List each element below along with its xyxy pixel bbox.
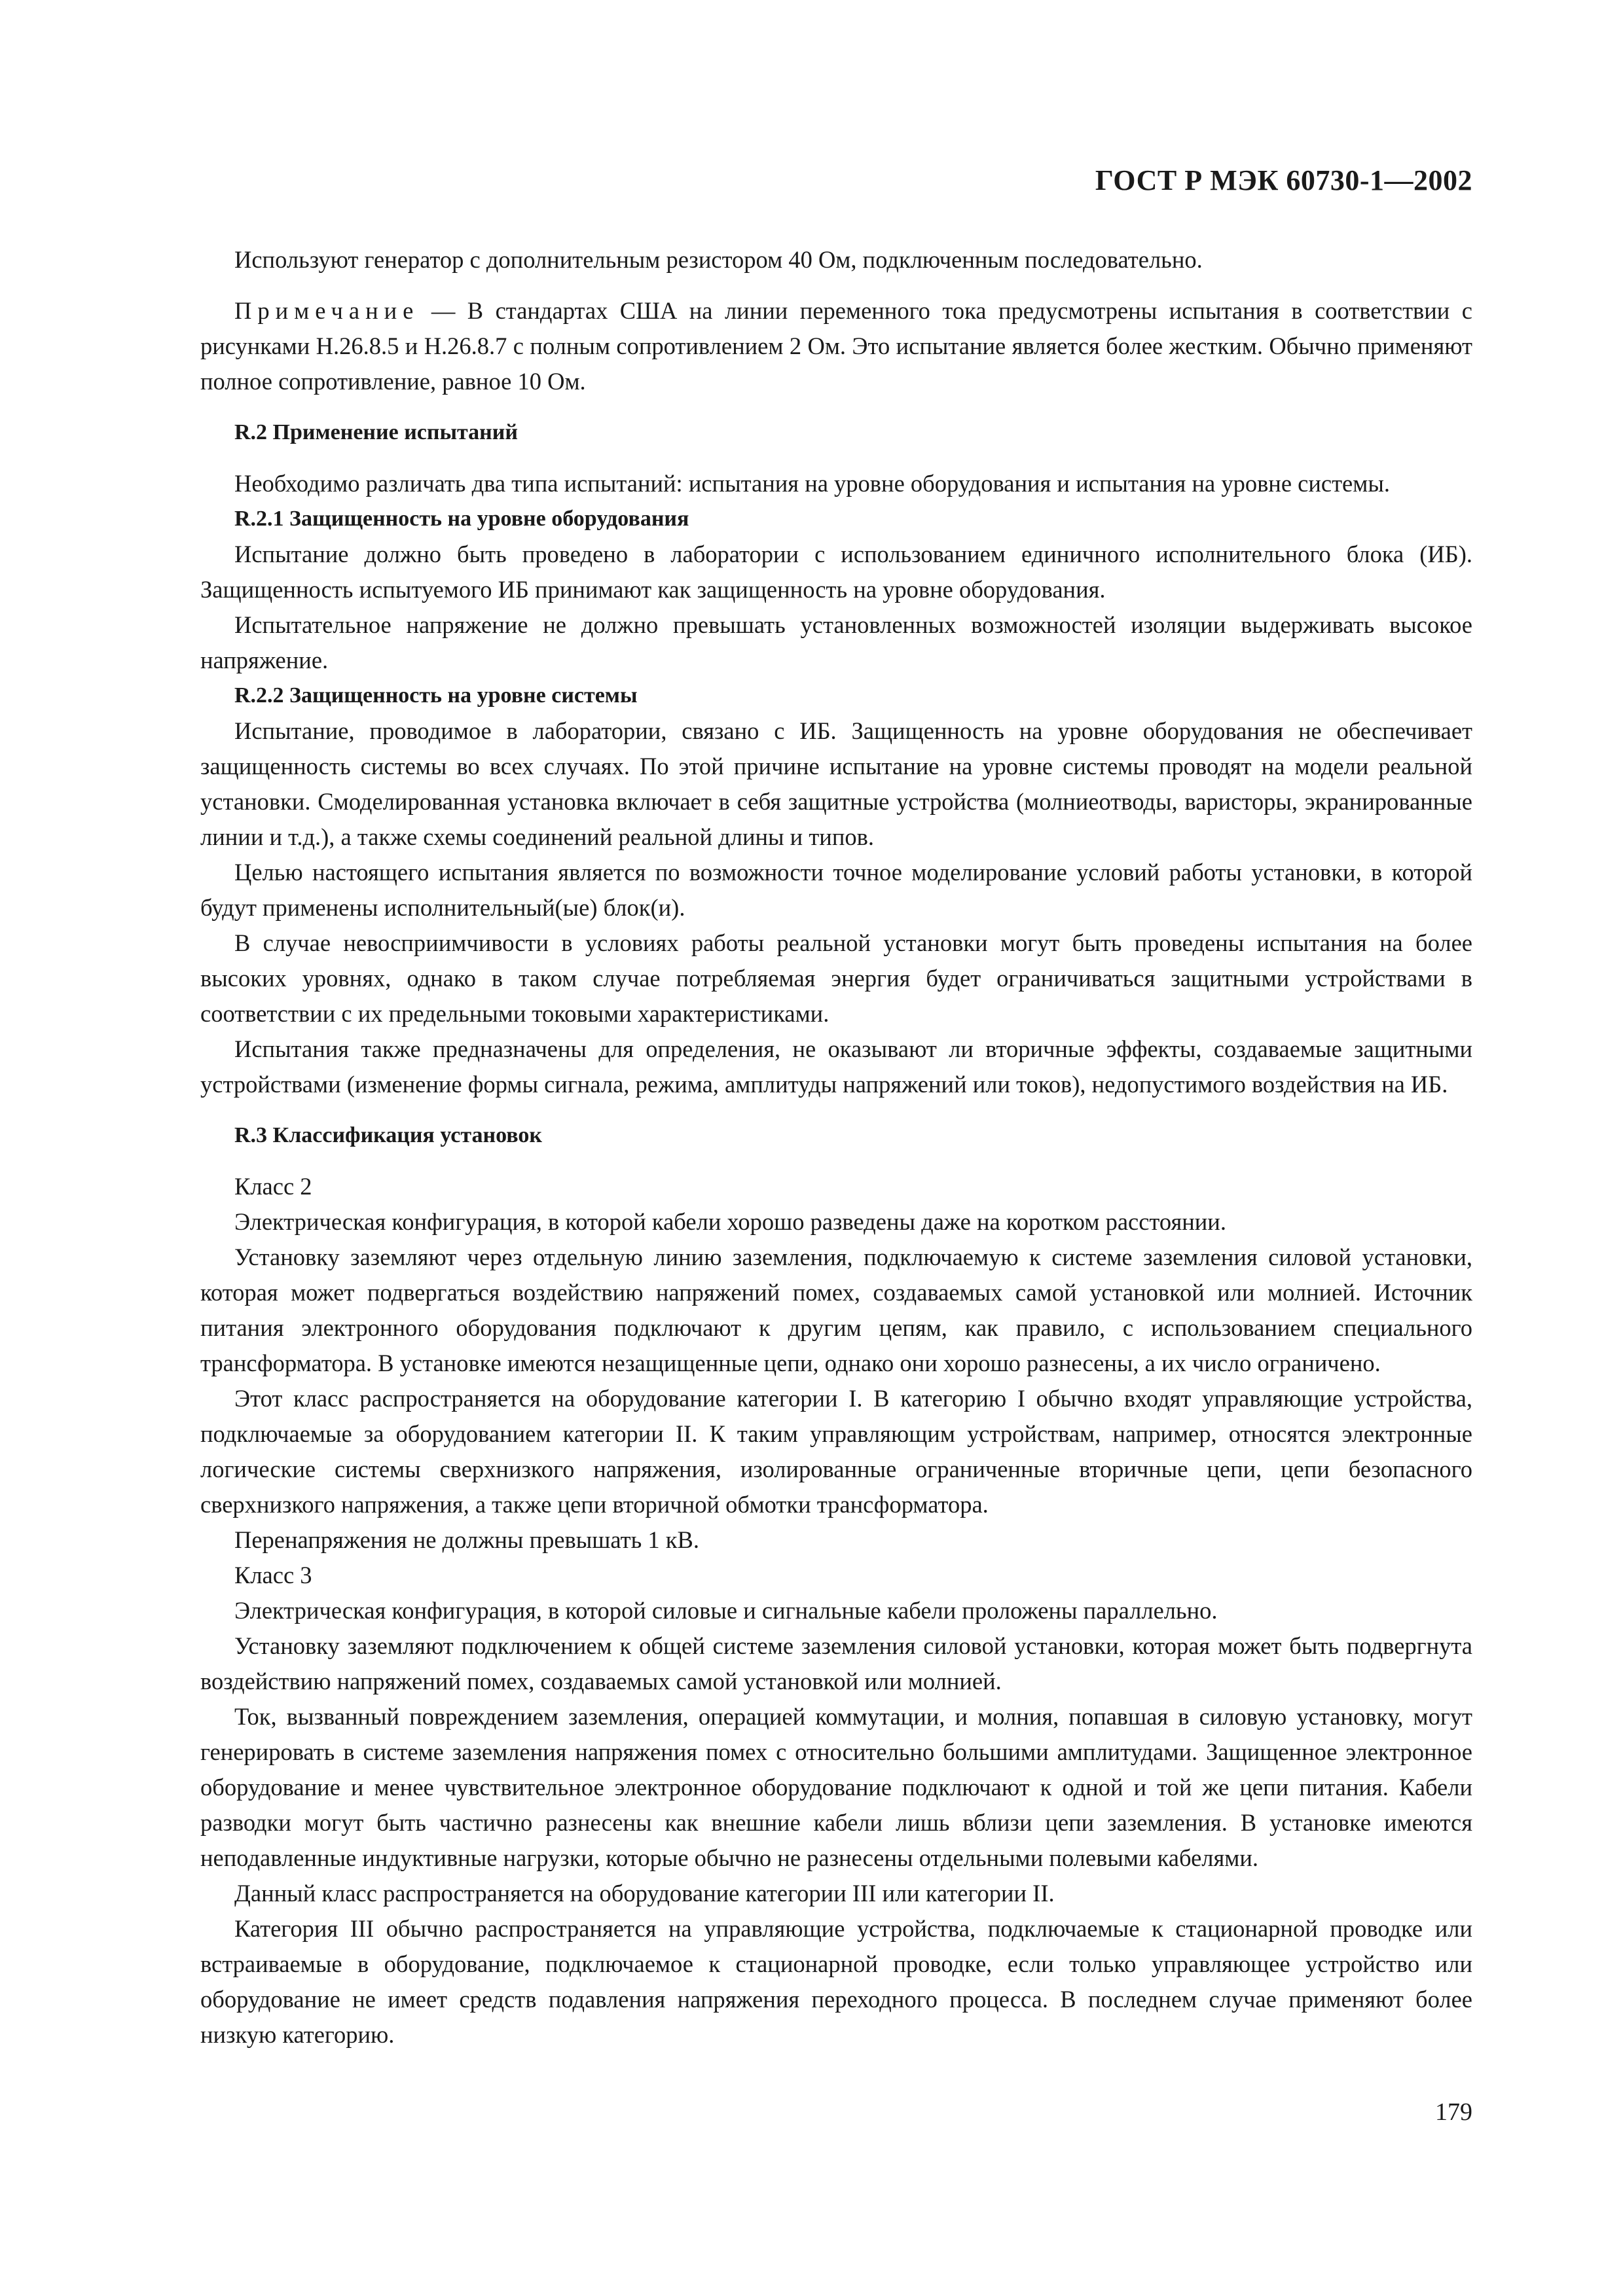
paragraph-class3-5: Категория III обычно распространяется на управляющие устройства, подключаемые к стационарной проводке или встраиваемые в оборудование, подключаемое к стационарной проводке, если только управляющее устройство или оборудование не имеет средств подавления напряжения переходного процесса. В последнем случае применяют более низкую категорию. xyxy=(200,1915,1472,2048)
paragraph-r22-4: Испытания также предназначены для определения, не оказывают ли вторичные эффекты, создаваемые защитными устройствами (изменение формы сигнала, режима, амплитуды напряжений или токов), недопустимого воздействия на ИБ. xyxy=(200,1035,1472,1098)
paragraph-class2-2: Установку заземляют через отдельную линию заземления, подключаемую к системе заземления силовой установки, которая может подвергаться воздействию напряжений помех, создаваемых самой установкой или молнией. Источник питания электронного оборудования подключают к другим цепям, как правило, с использованием специального трансформатора. В установке имеются незащищенные цепи, однако они хорошо разнесены, а их число ограничено. xyxy=(200,1244,1472,1376)
class-2-label: Класс 2 xyxy=(234,1173,312,1200)
standard-designation: ГОСТ Р МЭК 60730-1—2002 xyxy=(1095,164,1472,196)
page-number: 179 xyxy=(1435,2098,1472,2126)
paragraph-class3-1: Электрическая конфигурация, в которой силовые и сигнальные кабели проложены параллельно. xyxy=(234,1597,1218,1624)
paragraph-r21-1: Испытание должно быть проведено в лаборатории с использованием единичного исполнительного блока (ИБ). Защищенность испытуемого ИБ принимают как защищенность на уровне оборудования. xyxy=(200,541,1472,603)
paragraph-class3-4: Данный класс распространяется на оборудование категории III или категории II. xyxy=(234,1880,1055,1907)
body-text xyxy=(200,242,1472,2053)
section-heading-r3: R.3 Классификация установок xyxy=(234,1123,542,1147)
paragraph-r2: Необходимо различать два типа испытаний: испытания на уровне оборудования и испытания на уровне системы. xyxy=(234,470,1390,497)
paragraph-class2-4: Перенапряжения не должны превышать 1 кВ. xyxy=(234,1526,699,1553)
paragraph-r21-2: Испытательное напряжение не должно превышать установленных возможностей изоляции выдерживать высокое напряжение. xyxy=(200,611,1472,673)
paragraph-class3-3: Ток, вызванный повреждением заземления, операцией коммутации, и молния, попавшая в силовую установку, могут генерировать в системе заземления напряжения помех с относительно большими амплитудами. Защищенное электронное оборудование и менее чувствительное электронное оборудование подключают к одной и той же цепи питания. Кабели разводки могут быть частично разнесены как внешние кабели лишь вблизи цепи заземления. В установке имеются неподавленные индуктивные нагрузки, которые обычно не разнесены отдельными полевыми кабелями. xyxy=(200,1703,1472,1871)
note-paragraph xyxy=(200,293,1472,399)
note-label: Примечание xyxy=(234,297,420,324)
note-text: — В стандартах США на линии переменного тока предусмотрены испытания в соответствии с рисунками H.26.8.5 и H.26.8.7 с полным сопротивлением 2 Ом. Это испытание является более жестким. Обычно применяют полное сопротивление, равное 10 Ом. xyxy=(200,297,1472,395)
subsection-heading-r22: R.2.2 Защищенность на уровне системы xyxy=(234,683,638,708)
paragraph-r22-2: Целью настоящего испытания является по возможности точное моделирование условий работы установки, в которой будут применены исполнительный(ые) блок(и). xyxy=(200,859,1472,921)
paragraph-class3-2: Установку заземляют подключением к общей системе заземления силовой установки, которая может быть подвергнута воздействию напряжений помех, создаваемых самой установкой или молнией. xyxy=(200,1632,1472,1695)
paragraph-intro: Используют генератор с дополнительным резистором 40 Ом, подключенным последовательно. xyxy=(234,246,1203,273)
paragraph-r22-1: Испытание, проводимое в лаборатории, связано с ИБ. Защищенность на уровне оборудования не обеспечивает защищенность системы во всех случаях. По этой причине испытание на уровне системы проводят на модели реальной установки. Смоделированная установка включает в себя защитные устройства (молниеотводы, варисторы, экранированные линии и т.д.), а также схемы соединений реальной длины и типов. xyxy=(200,717,1472,850)
paragraph-class2-1: Электрическая конфигурация, в которой кабели хорошо разведены даже на коротком расстоянии. xyxy=(234,1208,1226,1235)
class-3-label: Класс 3 xyxy=(234,1562,312,1588)
paragraph-r22-3: В случае невосприимчивости в условиях работы реальной установки могут быть проведены испытания на более высоких уровнях, однако в таком случае потребляемая энергия будет ограничиваться защитными устройствами в соответствии с их предельными токовыми характеристиками. xyxy=(200,929,1472,1027)
section-heading-r2: R.2 Применение испытаний xyxy=(234,420,518,444)
subsection-heading-r21: R.2.1 Защищенность на уровне оборудования xyxy=(234,507,689,531)
paragraph-class2-3: Этот класс распространяется на оборудование категории I. В категорию I обычно входят управляющие устройства, подключаемые за оборудованием категории II. К таким управляющим устройствам, например, относятся электронные логические системы сверхнизкого напряжения, изолированные ограниченные вторичные цепи, цепи безопасного сверхнизкого напряжения, а также цепи вторичной обмотки трансформатора. xyxy=(200,1385,1472,1518)
